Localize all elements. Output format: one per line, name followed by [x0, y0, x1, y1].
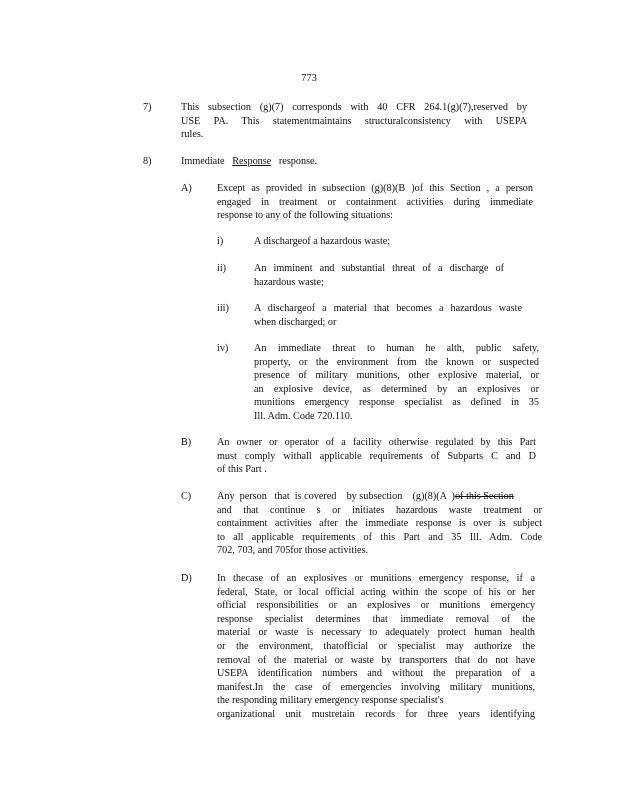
item-iv-text [254, 342, 539, 424]
text-line: A dischargeof a material that becomes a hazardous waste [254, 303, 522, 314]
text-line: A dischargeof a hazardous waste; [254, 236, 391, 247]
item-i-number: i) [217, 236, 224, 247]
text-line: hazardous waste; [254, 276, 324, 288]
text-line: An owner or operator of a facility otherwise regulated by this Part [217, 437, 536, 448]
item-C-text [217, 490, 542, 558]
item-ii-text [254, 262, 504, 289]
text-line: rules. [181, 129, 204, 141]
item-8-heading [181, 155, 527, 169]
text-line: containment activities after the immediate response is over is subject [217, 518, 542, 530]
item-i-text [254, 235, 538, 249]
text-line: response specialist determines that immediate removal of the [217, 613, 535, 625]
text-line: Ill. Adm. Code 720.110. [254, 410, 353, 422]
item-B-text [217, 436, 536, 477]
heading-text-pre: Immediate [181, 156, 233, 167]
text-line: of this Part . [217, 464, 267, 476]
struck-text: of this Section [454, 491, 514, 502]
item-iv-number: iv) [217, 343, 229, 354]
text-line: organizational unit mustretain records for three years identifying [217, 708, 535, 720]
item-7-number: 7) [143, 102, 152, 113]
text-line: This subsection (g)(7) corresponds with 40 CFR 264.1(g)(7),reserved by [181, 102, 527, 113]
text-line: to all applicable requirements of this Part and 35 Ill. Adm. Code [217, 531, 542, 543]
text-line: An immediate threat to human he alth, public safety, [254, 343, 539, 354]
text-line: federal, State, or local official acting within the scope of his or her [217, 586, 535, 598]
text-line: material or waste is necessary to adequately protect human health [217, 627, 535, 639]
text-line: USEPA identification numbers and without the preparation of a [217, 668, 535, 680]
item-iii-text [254, 302, 522, 329]
text-line: must comply withall applicable requirements of Subparts C and D [217, 450, 536, 462]
text-line: official responsibilities or an explosives or munitions emergency [217, 600, 535, 612]
item-B-number: B) [181, 437, 192, 448]
item-A-number: A) [181, 183, 192, 194]
text-line: or the environment, thatofficial or specialist may authorize the [217, 640, 535, 652]
text-segment: Any person that is covered by subsection (g)(8)(A ) [217, 491, 455, 502]
item-C-number: C) [181, 491, 192, 502]
text-line: property, or the environment from the known or suspected [254, 356, 539, 368]
text-line: removal of the material or waste by transporters that do not have [217, 654, 535, 666]
text-line: when discharged; or [254, 316, 337, 328]
text-line: USE PA. This statementmaintains structuralconsistency with USEPA [181, 115, 527, 127]
heading-underlined-text: Response [232, 156, 272, 167]
text-line: the responding military emergency response specialist's [217, 695, 444, 707]
item-D-text [217, 572, 535, 722]
text-line: presence of military munitions, other explosive material, or [254, 370, 539, 382]
item-8-number: 8) [143, 156, 152, 167]
text-line: response to any of the following situations: [217, 210, 393, 222]
text-line: Except as provided in subsection (g)(8)(B )of this Section , a person [217, 183, 533, 194]
item-iii-number: iii) [217, 303, 229, 314]
text-line: 702, 703, and 705for those activities. [217, 545, 369, 557]
text-line: manifest.In the case of emergencies involving military munitions, [217, 681, 535, 693]
item-ii-number: ii) [217, 263, 227, 274]
item-D-number: D) [181, 573, 192, 584]
text-line: and that continue s or initiates hazardous waste treatment or [217, 504, 542, 516]
text-line: engaged in treatment or containment activities during immediate [217, 196, 533, 208]
text-line: An imminent and substantial threat of a discharge of [254, 263, 504, 274]
text-line: In thecase of an explosives or munitions emergency response, if a [217, 573, 535, 584]
page-number: 773 [301, 73, 317, 84]
item-A-text [217, 182, 533, 223]
text-line: munitions emergency response specialist as defined in 35 [254, 397, 539, 409]
heading-text-post: response. [271, 156, 318, 167]
item-7-text [181, 101, 527, 142]
text-line: an explosive device, as determined by an explosives or [254, 383, 539, 395]
